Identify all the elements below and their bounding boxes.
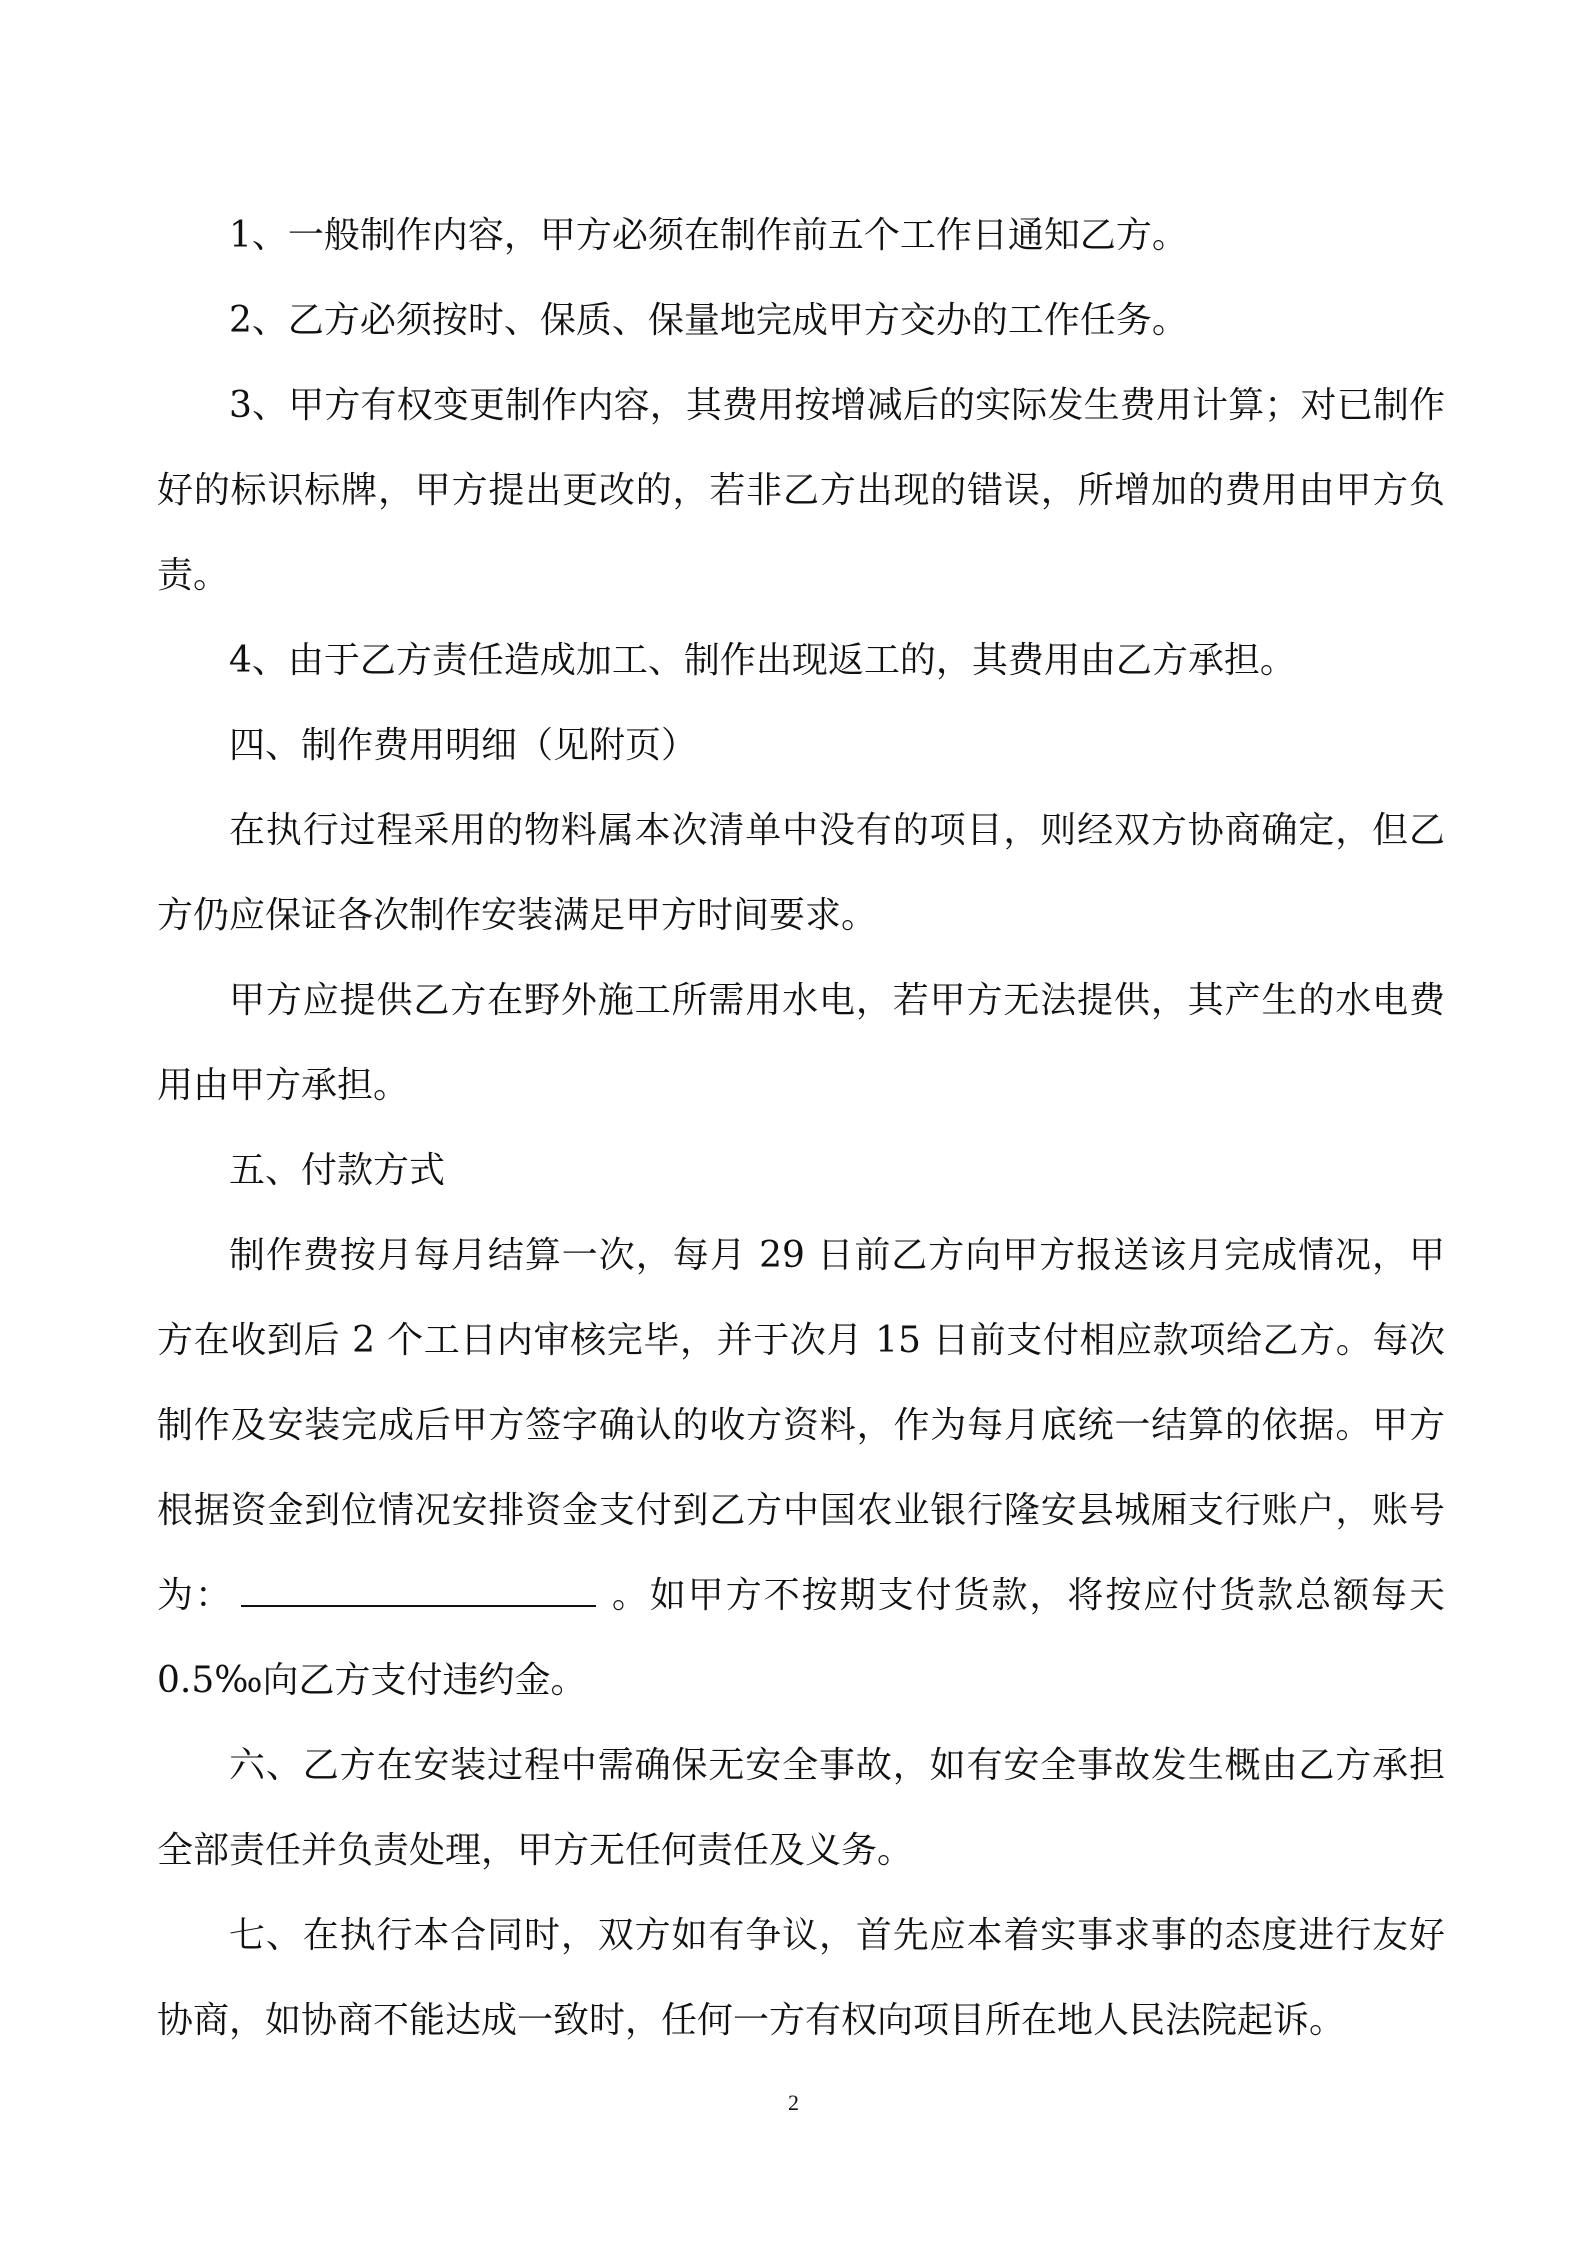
account-number-blank xyxy=(241,1579,596,1607)
section-7-paragraph: 七、在执行本合同时，双方如有争议，首先应本着实事求事的态度进行友好协商，如协商不能达成一致时，任何一方有权向项目所在地人民法院起诉。 xyxy=(157,1915,1445,2041)
payment-text-before: 制作费按月每月结算一次，每月 29 日前乙方向甲方报送该月完成情况，甲方在收到后 2 个工日内审核完毕，并于次月 15 日前支付相应款项给乙方。每次制作及安装完成后甲方签字确认的收方资料，作为每月底统一结算的依据。甲方根据资金到位情况安排资金支付到乙方中国农业银行隆安县城厢支行账户，账号为： xyxy=(157,1235,1445,1616)
utilities-paragraph: 甲方应提供乙方在野外施工所需用水电，若甲方无法提供，其产生的水电费用由甲方承担。 xyxy=(157,980,1445,1106)
materials-paragraph: 在执行过程采用的物料属本次清单中没有的项目，则经双方协商确定，但乙方仍应保证各次制作安装满足甲方时间要求。 xyxy=(157,810,1445,936)
document-body xyxy=(157,193,1445,2063)
payment-paragraph xyxy=(157,1213,1445,1723)
clause-3: 3、甲方有权变更制作内容，其费用按增减后的实际发生费用计算；对已制作好的标识标牌，甲方提出更改的，若非乙方出现的错误，所增加的费用由甲方负责。 xyxy=(157,385,1445,596)
section-6-paragraph: 六、乙方在安装过程中需确保无安全事故，如有安全事故发生概由乙方承担全部责任并负责处理，甲方无任何责任及义务。 xyxy=(157,1745,1445,1871)
clause-2: 2、乙方必须按时、保质、保量地完成甲方交办的工作任务。 xyxy=(229,300,1188,341)
payment-text-after: 。如甲方不按期支付货款，将按应付货款总额每天 0.5‰向乙方支付违约金。 xyxy=(157,1575,1445,1701)
page-number: 2 xyxy=(788,2090,799,2115)
clause-4: 4、由于乙方责任造成加工、制作出现返工的，其费用由乙方承担。 xyxy=(229,640,1296,681)
section-5-heading: 五、付款方式 xyxy=(229,1150,446,1191)
clause-1: 1、一般制作内容，甲方必须在制作前五个工作日通知乙方。 xyxy=(229,215,1188,256)
section-4-heading: 四、制作费用明细（见附页） xyxy=(229,725,698,766)
